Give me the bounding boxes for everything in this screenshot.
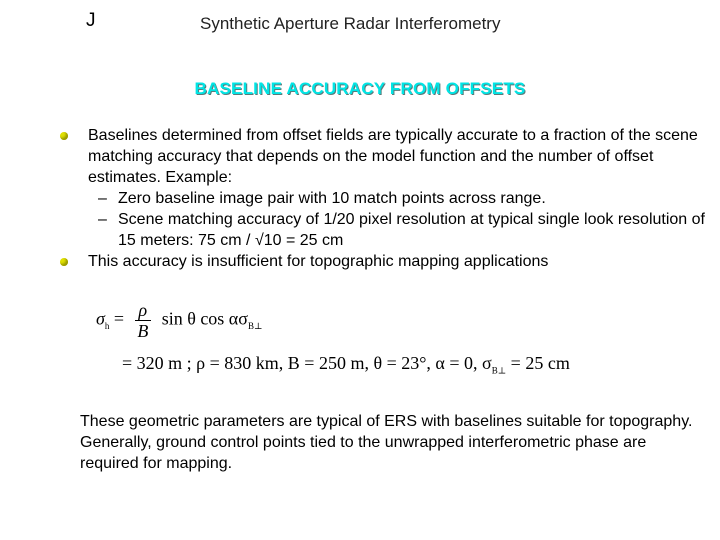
equation-lhs-sub: h — [104, 321, 110, 332]
equation-rhs-sub: B⊥ — [247, 321, 263, 332]
bullet-text: This accuracy is insufficient for topographic mapping applications — [88, 253, 549, 270]
bullet-dot-icon — [60, 132, 68, 140]
bullet-item — [58, 251, 708, 272]
note-paragraph: These geometric parameters are typical of ERS with baselines suitable for topography. Generally, ground control points tied to the unwrapped interferometric phase are required for mapping. — [80, 413, 693, 472]
dash-icon: – — [98, 211, 107, 228]
equation-fraction — [135, 300, 152, 341]
header-title: Synthetic Aperture Radar Interferometry — [200, 14, 501, 33]
bullet-item — [58, 125, 708, 188]
bullet-dot-icon — [60, 258, 68, 266]
equation-result: = 25 cm — [506, 353, 570, 373]
sub-bullet-item — [58, 209, 708, 251]
equation-values: = 320 m ; ρ = 830 km, B = 250 m, θ = 23°, α = 0, σ — [122, 353, 492, 373]
header-letter: J — [86, 10, 96, 31]
sub-bullet-text: Scene matching accuracy of 1/20 pixel resolution at typical single look resolution of 15 meters: 75 cm / √10 = 25 cm — [118, 211, 705, 249]
fraction-denominator: B — [137, 321, 149, 341]
sub-bullet-text: Zero baseline image pair with 10 match points across range. — [118, 190, 546, 207]
equation-equals: = — [113, 308, 125, 329]
equation-line-2 — [122, 353, 570, 377]
bullet-text: Baselines determined from offset fields are typically accurate to a fraction of the scene matching accuracy that depends on the model function and the number of offset estimates. Example: — [88, 127, 698, 186]
bullet-list — [58, 125, 708, 272]
slide-title: BASELINE ACCURACY FROM OFFSETS — [194, 79, 526, 98]
equation-lhs: σ — [96, 308, 105, 329]
equation-values-sub: B⊥ — [491, 365, 507, 376]
equation-rhs: sin θ cos ασ — [161, 308, 248, 329]
equation-line-1 — [96, 300, 262, 341]
sub-bullet-item — [58, 188, 708, 209]
dash-icon: – — [98, 190, 107, 207]
fraction-numerator: ρ — [135, 300, 152, 321]
